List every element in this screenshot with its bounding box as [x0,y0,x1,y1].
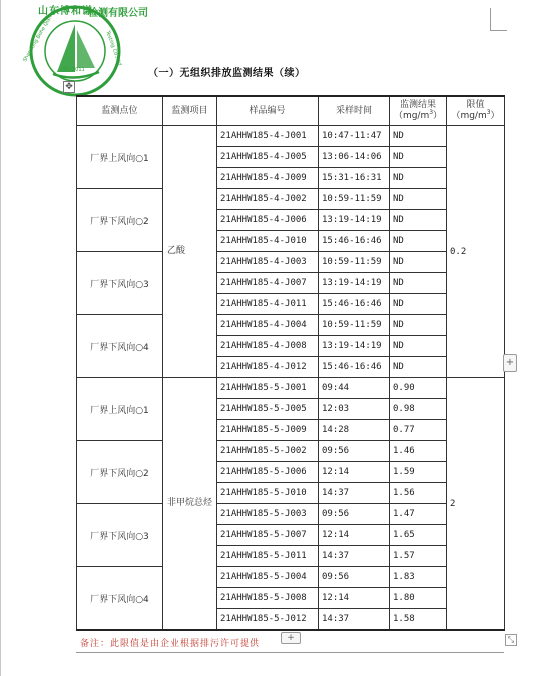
sampling-time-cell: 15:46-16:46 [319,231,390,252]
sampling-time-cell: 10:59-11:59 [319,252,390,273]
sample-code-cell: 21AHHW185-5-J005 [217,399,319,420]
table-row [77,189,505,210]
sampling-time-cell: 14:37 [319,546,390,567]
sample-code-cell: 21AHHW185-5-J001 [217,378,319,399]
sample-code-cell: 21AHHW185-5-J009 [217,420,319,441]
result-cell: ND [390,231,447,252]
header-row [77,96,505,126]
sampling-point-cell: 厂界下风向○4 [77,567,163,631]
sample-code-cell: 21AHHW185-4-J005 [217,147,319,168]
sampling-time-cell: 14:37 [319,483,390,504]
result-cell: 1.46 [390,441,447,462]
header-result-label: 监测结果 [399,100,436,110]
result-cell: 0.98 [390,399,447,420]
sampling-time-cell: 13:19-14:19 [319,336,390,357]
footnote: 备注：此限值是由企业根据排污许可提供 [80,639,261,649]
monitoring-item-cell: 乙酸 [163,126,217,378]
sample-code-cell: 21AHHW185-4-J004 [217,315,319,336]
table-row [77,315,505,336]
sampling-point-cell: 厂界下风向○3 [77,504,163,567]
footnote-divider [76,652,504,653]
result-cell: ND [390,210,447,231]
logo-text-side: Testing Co.,Ltd [104,30,123,67]
sampling-time-cell: 12:14 [319,525,390,546]
sampling-time-cell: 15:31-16:31 [319,168,390,189]
header-limit [447,96,505,126]
sample-code-cell: 21AHHW185-5-J006 [217,462,319,483]
sampling-time-cell: 13:19-14:19 [319,273,390,294]
header-item: 监测项目 [163,96,217,126]
page-corner-mark [490,8,507,31]
sampling-time-cell: 12:14 [319,462,390,483]
header-code: 样品编号 [217,96,319,126]
sample-code-cell: 21AHHW185-4-J001 [217,126,319,147]
sampling-time-cell: 14:28 [319,420,390,441]
sample-code-cell: 21AHHW185-5-J008 [217,588,319,609]
table-row [77,567,505,588]
sample-code-cell: 21AHHW185-5-J010 [217,483,319,504]
logo-year: 创立2011 [62,67,85,73]
limit-cell: 0.2 [447,126,505,378]
sample-code-cell: 21AHHW185-4-J008 [217,336,319,357]
sampling-point-cell: 厂界上风向○1 [77,126,163,189]
add-column-button[interactable]: + [503,354,517,372]
sampling-time-cell: 15:46-16:46 [319,294,390,315]
sample-code-cell: 21AHHW185-5-J002 [217,441,319,462]
sample-code-cell: 21AHHW185-5-J003 [217,504,319,525]
result-cell: ND [390,147,447,168]
result-cell: ND [390,357,447,378]
header-result-unit: $(mg/m^3)$ [393,109,443,121]
table-row [77,252,505,273]
sampling-time-cell: 09:44 [319,378,390,399]
header-point: 监测点位 [77,96,163,126]
monitoring-item-cell: 非甲烷总烃 [163,378,217,631]
sampling-point-cell: 厂界下风向○2 [77,189,163,252]
result-cell: 1.57 [390,546,447,567]
sampling-time-cell: 12:03 [319,399,390,420]
sampling-time-cell: 13:06-14:06 [319,147,390,168]
sample-code-cell: 21AHHW185-5-J011 [217,546,319,567]
logo-text-right: 检测有限公司 [88,8,148,19]
result-cell: 1.47 [390,504,447,525]
sample-code-cell: 21AHHW185-4-J007 [217,273,319,294]
table-row [77,126,505,147]
sample-code-cell: 21AHHW185-5-J012 [217,609,319,631]
sample-code-cell: 21AHHW185-4-J012 [217,357,319,378]
sample-code-cell: 21AHHW185-4-J006 [217,210,319,231]
table-row [77,378,505,399]
header-result [390,96,447,126]
sampling-time-cell: 12:14 [319,588,390,609]
result-cell: ND [390,273,447,294]
sample-code-cell: 21AHHW185-4-J009 [217,168,319,189]
result-cell: 1.80 [390,588,447,609]
sampling-time-cell: 10:47-11:47 [319,126,390,147]
section-title: （一）无组织排放监测结果（续） [148,68,306,79]
table-row [77,441,505,462]
header-limit-unit: $(mg/m^3)$ [451,109,500,121]
sample-code-cell: 21AHHW185-5-J007 [217,525,319,546]
result-cell: ND [390,294,447,315]
result-cell: 1.83 [390,567,447,588]
result-cell: 1.58 [390,609,447,631]
table-move-handle[interactable]: ✥ [63,81,75,93]
sampling-time-cell: 09:56 [319,567,390,588]
result-cell: 1.56 [390,483,447,504]
sampling-time-cell: 10:59-11:59 [319,189,390,210]
result-cell: 0.90 [390,378,447,399]
result-cell: 1.65 [390,525,447,546]
result-cell: ND [390,168,447,189]
logo-text-top: 山东博和谦 [38,6,93,17]
sampling-time-cell: 15:46-16:46 [319,357,390,378]
sampling-point-cell: 厂界下风向○3 [77,252,163,315]
sampling-time-cell: 10:59-11:59 [319,315,390,336]
results-table [76,95,505,631]
table-row [77,504,505,525]
sampling-time-cell: 14:37 [319,609,390,631]
sample-code-cell: 21AHHW185-4-J002 [217,189,319,210]
result-cell: ND [390,336,447,357]
result-cell: ND [390,252,447,273]
result-cell: ND [390,315,447,336]
sampling-time-cell: 09:56 [319,441,390,462]
sampling-point-cell: 厂界上风向○1 [77,378,163,441]
header-time: 采样时间 [319,96,390,126]
logo-text-left: Shandong Bohe Qian [22,14,54,63]
sample-code-cell: 21AHHW185-4-J010 [217,231,319,252]
sampling-point-cell: 厂界下风向○4 [77,315,163,378]
sample-code-cell: 21AHHW185-4-J011 [217,294,319,315]
result-cell: 0.77 [390,420,447,441]
limit-cell: 2 [447,378,505,631]
sample-code-cell: 21AHHW185-5-J004 [217,567,319,588]
result-cell: 1.59 [390,462,447,483]
result-cell: ND [390,189,447,210]
sampling-point-cell: 厂界下风向○2 [77,441,163,504]
page-edge [0,0,1,676]
result-cell: ND [390,126,447,147]
header-limit-label: 限值 [466,100,485,110]
sample-code-cell: 21AHHW185-4-J003 [217,252,319,273]
sampling-time-cell: 13:19-14:19 [319,210,390,231]
table-body [77,126,505,631]
table-resize-handle[interactable]: ⤡ [505,634,517,646]
sampling-time-cell: 09:56 [319,504,390,525]
add-row-button[interactable]: + [281,632,301,644]
